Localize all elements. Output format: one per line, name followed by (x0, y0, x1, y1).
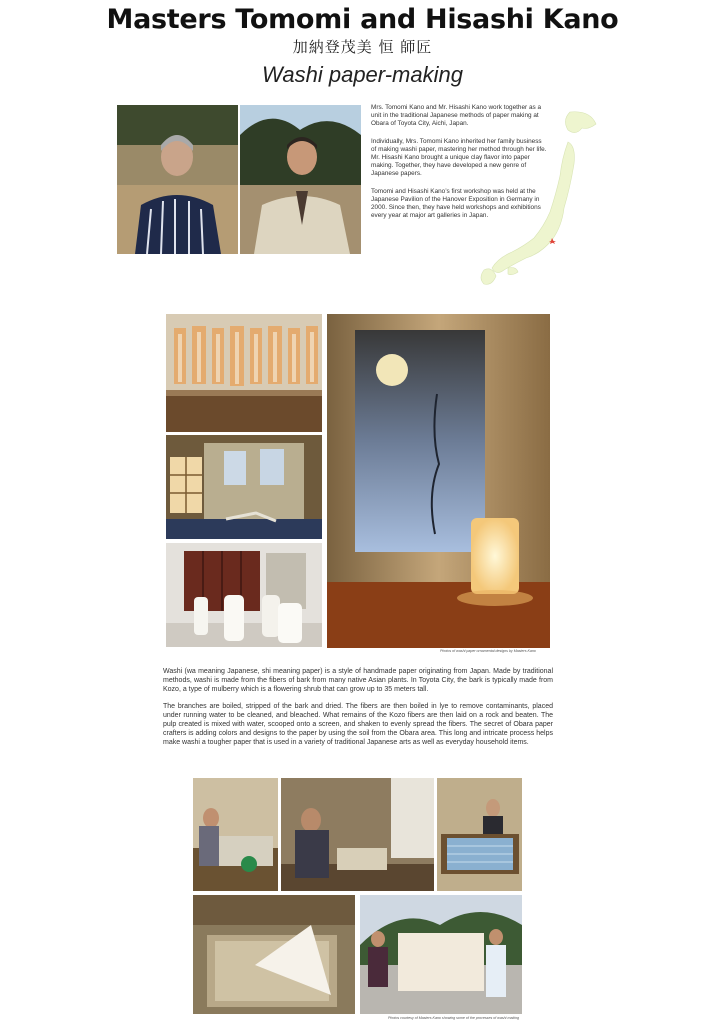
exhibit-photo-moon-panel (327, 314, 550, 648)
process-photo-screen (437, 778, 522, 891)
page-title: Masters Tomomi and Hisashi Kano (106, 4, 619, 35)
exhibit-photo-tatami-room (166, 435, 322, 539)
intro-paragraph: Individually, Mrs. Tomomi Kano inherited her family business of making washi paper, mastering her method through her life. Mr. Hisashi Kano brought a unique clay flavor into paper making. Together, they have developed a new genre of Japanese papers. (371, 137, 547, 178)
process-photo-pulp-vat (193, 778, 278, 891)
designs-photo-caption: Photos of washi paper ornamental designs by Masters Kano (440, 649, 536, 653)
body-paragraph: Washi (wa meaning Japanese, shi meaning paper) is a style of handmade paper originating from Japan. Made by traditional methods, washi is made from the fibers of bark from many native Asian plants. In Toyota City, the bark is typically made from Kozo, a type of mulberry which is a flowering shrub that can grow up to 35 meters tall. (163, 668, 553, 693)
intro-paragraph: Mrs. Tomomi Kano and Mr. Hisashi Kano work together as a unit in the traditional Japanese methods of paper making at Obara of Toyota City, Aichi, Japan. (371, 104, 542, 128)
intro-paragraph: Tomomi and Hisashi Kano’s first workshop was held at the Japanese Pavilion of the Hanover Exposition in Germany in 2000. Since then, they have held workshops and exhibitions every year at major art galleries in Japan. (371, 187, 541, 220)
exhibit-photo-lamps (166, 543, 322, 647)
body-text (163, 667, 553, 755)
process-photo-holding-paper (360, 895, 522, 1014)
process-photo-beating (281, 778, 434, 891)
portrait-hisashi-kano (240, 105, 361, 254)
body-paragraph: The branches are boiled, stripped of the bark and dried. The fibers are then boiled in lye to remove contaminants, placed under running water to be cleaned, and bleached. What remains of the Kozo fibers are then laid on a rock and beaten. The pulp created is mixed with water, scooped onto a screen, and shaken to evenly spread the fibers. The secret of Obara paper crafters is adding colors and designs to the paper by using the soil from the Obara area. This long and intricate process helps make washi a tougher paper that is used in a variety of traditional Japanese arts as well as everyday household items. (163, 703, 553, 746)
japan-map (478, 108, 606, 288)
exhibit-photo-hanging-washi (166, 314, 322, 432)
process-photo-lifting-sheet (193, 895, 355, 1014)
process-photo-caption: Photos courtesy of Masters Kano showing some of the processes of washi making (388, 1016, 520, 1020)
portrait-tomomi-kano (117, 105, 238, 254)
japanese-name: 加納登茂美 恒 師匠 (292, 38, 433, 56)
page-subtitle: Washi paper-making (262, 62, 463, 87)
